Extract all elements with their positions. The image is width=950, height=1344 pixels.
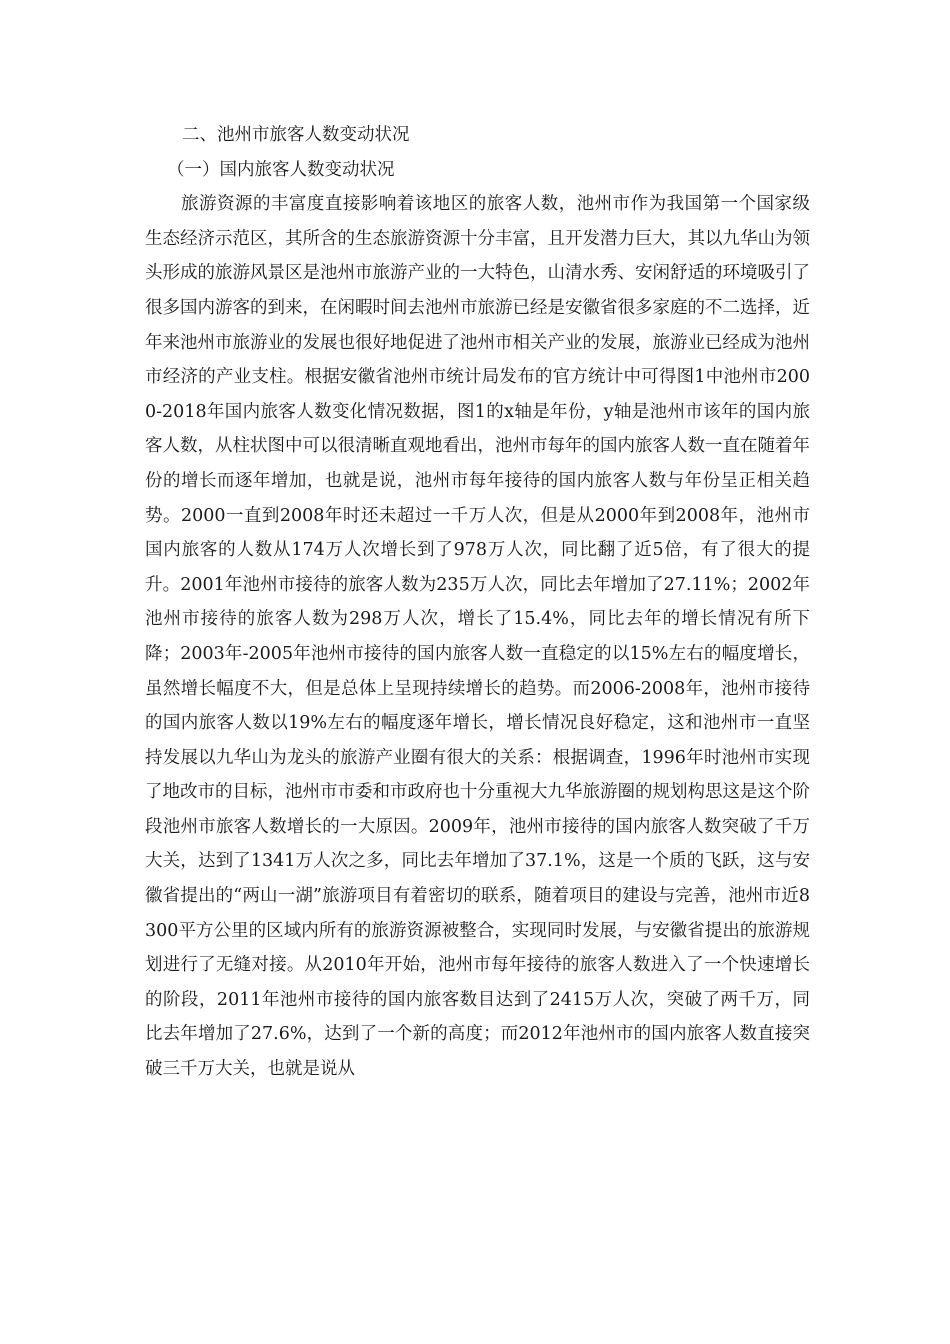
section-heading: 二、池州市旅客人数变动状况 (182, 125, 410, 145)
document-content (145, 118, 810, 1087)
subsection-heading: （一）国内旅客人数变动状况 (167, 159, 395, 180)
body-paragraph: 旅游资源的丰富度直接影响着该地区的旅客人数，池州市作为我国第一个国家级生态经济示范区，其所含的生态旅游资源十分丰富，且开发潜力巨大，其以九华山为领头形成的旅游风景区是池州市旅游产业的一大特色，山清水秀、安闲舒适的环境吸引了很多国内游客的到来，在闲暇时间去池州市旅游已经是安徽省很多家庭的不二选择，近年来池州市旅游业的发展也很好地促进了池州市相关产业的发展，旅游业已经成为池州市经济的产业支柱。根据安徽省池州市统计局发布的官方统计中可得图1中池州市2000-2018年国内旅客人数变化情况数据，图1的x轴是年份，y轴是池州市该年的国内旅客人数，从柱状图中可以很清晰直观地看出，池州市每年的国内旅客人数一直在随着年份的增长而逐年增加，也就是说，池州市每年接待的国内旅客人数与年份呈正相关趋势。2000一直到2008年时还未超过一千万人次，但是从2000年到2008年，池州市国内旅客的人数从174万人次增长到了978万人次，同比翻了近5倍，有了很大的提升。2001年池州市接待的旅客人数为235万人次，同比去年增加了27.11%；2002年池州市接待的旅客人数为298万人次，增长了15.4%，同比去年的增长情况有所下降；2003年-2005年池州市接待的国内旅客人数一直稳定的以15%左右的幅度增长，虽然增长幅度不大，但是总体上呈现持续增长的趋势。而2006-2008年，池州市接待的国内旅客人数以19%左右的幅度逐年增长，增长情况良好稳定，这和池州市一直坚持发展以九华山为龙头的旅游产业圈有很大的关系：根据调查，1996年时池州市实现了地改市的目标，池州市市委和市政府也十分重视大九华旅游圈的规划构思这是这个阶段池州市旅客人数增长的一大原因。2009年，池州市接待的国内旅客人数突破了千万大关，达到了1341万人次之多，同比去年增加了37.1%，这是一个质的飞跃，这与安徽省提出的“两山一湖”旅游项目有着密切的联系，随着项目的建设与完善，池州市近8300平方公里的区域内所有的旅游资源被整合，实现同时发展，与安徽省提出的旅游规划进行了无缝对接。从2010年开始，池州市每年接待的旅客人数进入了一个快速增长的阶段，2011年池州市接待的国内旅客数目达到了2415万人次，突破了两千万，同比去年增加了27.6%，达到了一个新的高度；而2012年池州市的国内旅客人数直接突破三千万大关，也就是说从 (145, 194, 810, 1080)
